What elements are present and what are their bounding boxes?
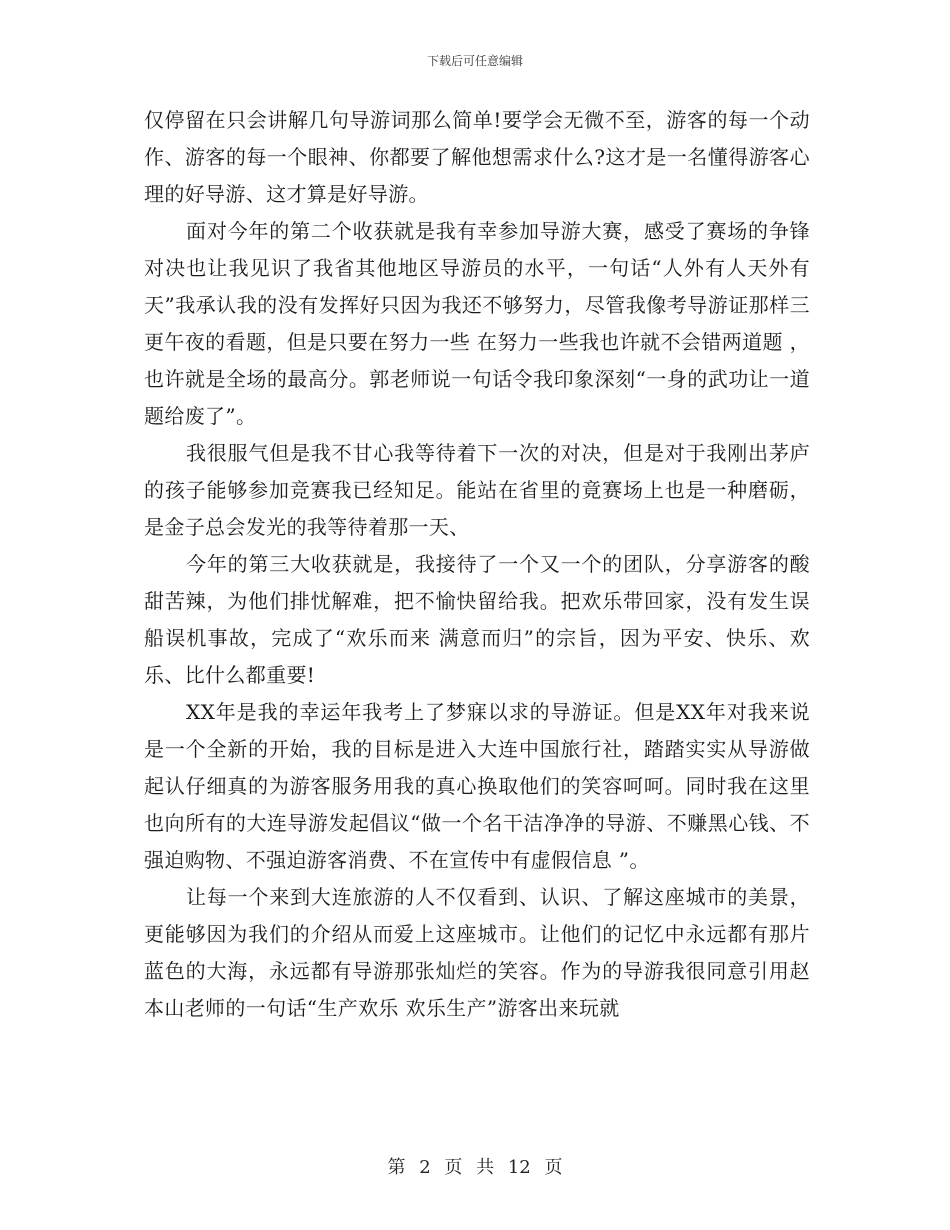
paragraph-6: 让每一个来到大连旅游的人不仅看到、认识、了解这座城市的美景，更能够因为我们的介绍从而爱上这座城市。让他们的记忆中永远都有那片蓝色的大海，永远都有导游那张灿烂的笑容。作为的导游我很同意引用赵本山老师的一句话“生产欢乐 欢乐生产”游客出来玩就 <box>144 885 810 1020</box>
paragraph-3: 我很服气但是我不甘心我等待着下一次的对决，但是对于我刚出茅庐的孩子能够参加竞赛我已经知足。能站在省里的竟赛场上也是一种磨砺，是金子总会发光的我等待着那一天、 <box>144 441 810 539</box>
body-text <box>144 102 810 1027</box>
paragraph-5: XX年是我的幸运年我考上了梦寐以求的导游证。但是XX年对我来说是一个全新的开始，我的目标是进入大连中国旅行社，踏踏实实从导游做起认仔细真的为游客服务用我的真心换取他们的笑容呵呵。同时我在这里也向所有的大连导游发起倡议“做一个名干洁净净的导游、不赚黑心钱、不强迫购物、不强迫游客消费、不在宣传中有虚假信息 ”。 <box>144 700 810 872</box>
paragraph-4: 今年的第三大收获就是，我接待了一个又一个的团队，分享游客的酸甜苦辣，为他们排忧解难，把不愉快留给我。把欢乐带回家，没有发生误船误机事故，完成了“欢乐而来 满意而归”的宗旨，因为平安、快乐、欢乐、比什么都重要! <box>144 552 810 687</box>
page-number-footer: 第 2 页 共 12 页 <box>387 1157 563 1178</box>
header-note: 下载后可任意编辑 <box>426 54 523 68</box>
paragraph-2: 面对今年的第二个收获就是我有幸参加导游大赛，感受了赛场的争锋对决也让我见识了我省其他地区导游员的水平，一句话“人外有人天外有天”我承认我的没有发挥好只因为我还不够努力，尽管我像考导游证那样三更午夜的看题，但是只要在努力一些 在努力一些我也许就不会错两道题 ，也许就是全场的最高分。郭老师说一句话令我印象深刻“一身的武功让一道题给废了”。 <box>144 219 810 428</box>
paragraph-1: 仅停留在只会讲解几句导游词那么简单!要学会无微不至，游客的每一个动作、游客的每一个眼神、你都要了解他想需求什么?这才是一名懂得游客心理的好导游、这才算是好导游。 <box>144 108 810 206</box>
